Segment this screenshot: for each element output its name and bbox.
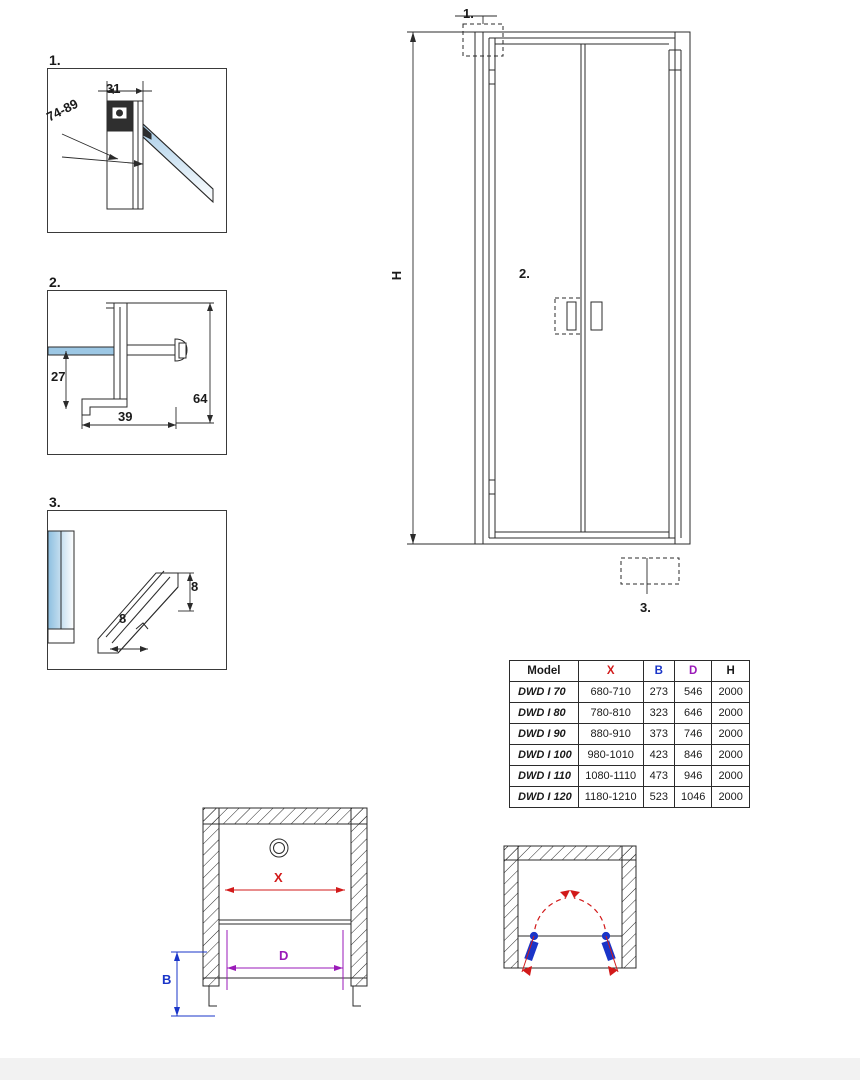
cell-model: DWD I 80 bbox=[510, 703, 579, 724]
detail-2-number: 2. bbox=[49, 274, 61, 290]
cell-d: 746 bbox=[674, 724, 711, 745]
cell-x: 880-910 bbox=[578, 724, 643, 745]
cell-x: 980-1010 bbox=[578, 745, 643, 766]
detail-3-dim-top: 8 bbox=[191, 579, 199, 594]
plan-dim-x-label: X bbox=[274, 870, 283, 885]
cell-model: DWD I 110 bbox=[510, 766, 579, 787]
cell-x: 1180-1210 bbox=[578, 787, 643, 808]
table-row bbox=[510, 766, 750, 787]
cell-model: DWD I 90 bbox=[510, 724, 579, 745]
detail-1-panel bbox=[44, 68, 227, 233]
table-header-x: X bbox=[578, 661, 643, 682]
detail-2-drawing bbox=[48, 291, 226, 454]
cell-d: 946 bbox=[674, 766, 711, 787]
table-row bbox=[510, 787, 750, 808]
cell-h: 2000 bbox=[712, 682, 749, 703]
spec-table bbox=[509, 660, 750, 808]
detail-2-dim-64: 64 bbox=[193, 391, 208, 406]
detail-1-number: 1. bbox=[49, 52, 61, 68]
cell-model: DWD I 70 bbox=[510, 682, 579, 703]
detail-2-dim-39: 39 bbox=[118, 409, 133, 424]
detail-3-dim-bottom: 8 bbox=[119, 611, 127, 626]
cell-h: 2000 bbox=[712, 745, 749, 766]
plan-view-dimensions bbox=[155, 790, 405, 1040]
cell-h: 2000 bbox=[712, 724, 749, 745]
cell-model: DWD I 100 bbox=[510, 745, 579, 766]
table-header-d: D bbox=[674, 661, 711, 682]
main-elevation-drawing bbox=[385, 10, 725, 620]
cell-d: 846 bbox=[674, 745, 711, 766]
cell-d: 546 bbox=[674, 682, 711, 703]
footer-bar bbox=[0, 1058, 860, 1080]
main-elevation bbox=[385, 10, 725, 620]
table-row bbox=[510, 703, 750, 724]
cell-b: 323 bbox=[643, 703, 674, 724]
plan-view-swing bbox=[490, 830, 670, 1030]
plan-view-swing-drawing bbox=[490, 830, 670, 1030]
cell-x: 1080-1110 bbox=[578, 766, 643, 787]
cell-b: 373 bbox=[643, 724, 674, 745]
callout-1-label: 1. bbox=[463, 6, 474, 21]
cell-x: 680-710 bbox=[578, 682, 643, 703]
cell-model: DWD I 120 bbox=[510, 787, 579, 808]
cell-x: 780-810 bbox=[578, 703, 643, 724]
detail-3-number: 3. bbox=[49, 494, 61, 510]
plan-dim-d-label: D bbox=[279, 948, 289, 963]
table-header-h: H bbox=[712, 661, 749, 682]
dimension-h-label: H bbox=[389, 270, 405, 281]
table-row bbox=[510, 724, 750, 745]
cell-b: 473 bbox=[643, 766, 674, 787]
callout-3-label: 3. bbox=[640, 600, 651, 615]
cell-h: 2000 bbox=[712, 703, 749, 724]
cell-b: 273 bbox=[643, 682, 674, 703]
cell-h: 2000 bbox=[712, 766, 749, 787]
callout-3-box bbox=[621, 558, 679, 584]
cell-d: 646 bbox=[674, 703, 711, 724]
detail-3-panel bbox=[47, 510, 227, 670]
cell-h: 2000 bbox=[712, 787, 749, 808]
table-header-model: Model bbox=[510, 661, 579, 682]
table-row bbox=[510, 682, 750, 703]
table-row bbox=[510, 745, 750, 766]
detail-1-drawing bbox=[48, 69, 226, 232]
plan-dim-b-label: B bbox=[162, 972, 172, 987]
detail-1-dim-31: 31 bbox=[106, 81, 121, 96]
detail-3-drawing bbox=[48, 511, 226, 669]
table-header-row bbox=[510, 661, 750, 682]
detail-2-dim-27: 27 bbox=[51, 369, 66, 384]
detail-1-dim-angle: 74-89 bbox=[44, 95, 81, 125]
detail-2-panel bbox=[47, 290, 227, 455]
table-header-b: B bbox=[643, 661, 674, 682]
cell-d: 1046 bbox=[674, 787, 711, 808]
cell-b: 523 bbox=[643, 787, 674, 808]
plan-view-drawing bbox=[155, 790, 405, 1040]
cell-b: 423 bbox=[643, 745, 674, 766]
callout-2-label: 2. bbox=[519, 266, 530, 281]
